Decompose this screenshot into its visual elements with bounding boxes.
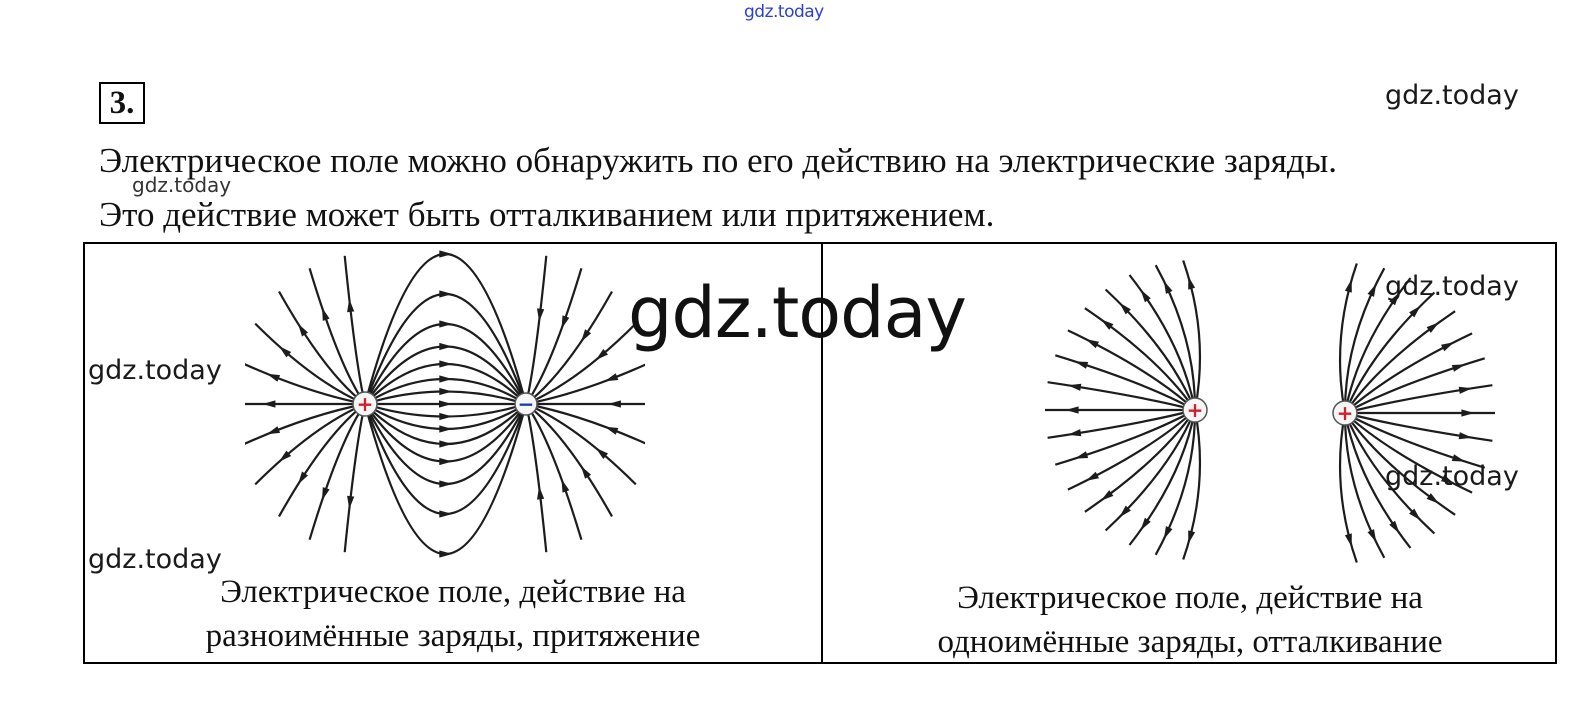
field-line [365, 347, 526, 405]
caption-line: одноимённые заряды, отталкивание [937, 624, 1443, 660]
watermark-top[interactable]: gdz.today [744, 2, 824, 22]
caption-line: Электрическое поле, действие на [957, 580, 1423, 616]
arrow-head [1345, 279, 1352, 293]
arrow-head [298, 472, 308, 485]
dipole-field-diagram [245, 250, 645, 570]
paragraph-line-1: Электрическое поле можно обнаружить по его действию на электрические заряды. [99, 141, 1337, 180]
arrow-head [439, 458, 452, 465]
negative-sign: − [517, 392, 535, 416]
negative-charge [515, 392, 537, 416]
arrow-head [581, 466, 591, 479]
field-line [526, 404, 546, 552]
arrow-head [267, 426, 280, 434]
arrow-head [347, 299, 354, 312]
watermark-large: gdz.today [628, 272, 966, 354]
field-line [526, 404, 636, 484]
arrow-head [262, 400, 275, 407]
field-line [365, 404, 526, 462]
positive-charge-right [1333, 401, 1357, 425]
arrow-head [267, 374, 280, 382]
arrow-head [605, 373, 619, 381]
arrow-head [562, 479, 570, 493]
positive-charge-left [1183, 398, 1207, 422]
caption-attraction [85, 570, 821, 658]
arrow-head [439, 425, 452, 432]
arrow-head [298, 324, 308, 337]
watermark-left: gdz.today [88, 355, 222, 386]
arrow-head [439, 250, 452, 257]
field-line [365, 294, 526, 404]
field-line [526, 404, 581, 540]
arrow-head [1188, 530, 1195, 544]
arrow-head [562, 315, 570, 329]
field-line-arrows [1066, 276, 1475, 547]
arrow-head [1452, 364, 1466, 371]
arrow-head [439, 290, 452, 297]
positive-sign: + [1186, 398, 1204, 422]
positive-sign: + [356, 392, 374, 416]
arrow-head [439, 510, 452, 517]
arrow-head [439, 400, 452, 407]
watermark-right: gdz.today [1385, 461, 1519, 492]
arrow-head [439, 440, 452, 447]
field-line [310, 404, 365, 540]
arrow-head [1368, 284, 1377, 297]
field-lines-like-charges [1045, 261, 1495, 563]
watermark-small: gdz.today [132, 173, 232, 197]
positive-charge [353, 392, 377, 416]
task-number: 3. [99, 82, 145, 124]
arrow-head [605, 427, 619, 435]
field-line [255, 404, 365, 484]
arrow-head [439, 375, 452, 382]
field-line [255, 324, 365, 404]
arrow-head [1164, 281, 1173, 294]
arrow-head [608, 400, 621, 407]
arrow-head [1075, 361, 1089, 368]
arrow-head [581, 329, 591, 342]
field-line [365, 254, 526, 404]
field-line [345, 256, 365, 404]
caption-line: Электрическое поле, действие на [220, 574, 686, 610]
field-line [1345, 413, 1492, 441]
field-line [526, 324, 636, 404]
arrow-head [1441, 342, 1454, 351]
field-line [310, 268, 365, 404]
arrow-head [439, 320, 452, 327]
arrow-head [347, 496, 354, 509]
field-line [1048, 410, 1195, 438]
field-line [365, 404, 526, 514]
watermark-right: gdz.today [1385, 80, 1519, 111]
arrow-head [322, 308, 330, 321]
caption-repulsion [823, 576, 1557, 664]
field-line [365, 404, 526, 554]
arrow-head [537, 486, 544, 499]
arrow-head [439, 388, 452, 395]
arrow-head [1066, 406, 1079, 413]
field-line [1048, 382, 1195, 410]
field-line [526, 256, 546, 404]
paragraph-line-2: Это действие может быть отталкиванием или притяжением. [99, 195, 995, 234]
field-line [345, 404, 365, 552]
arrow-head [439, 360, 452, 367]
arrow-head [1461, 409, 1474, 416]
arrow-head [1164, 526, 1173, 539]
field-line [526, 268, 581, 404]
arrow-head [1188, 276, 1195, 290]
watermark-right: gdz.today [1385, 271, 1519, 302]
field-line [1345, 385, 1492, 413]
repulsion-field-diagram [975, 258, 1495, 568]
arrow-head [1086, 339, 1099, 348]
arrow-head [439, 550, 452, 557]
arrow-head [439, 413, 452, 420]
arrow-head [322, 487, 330, 500]
arrow-head [439, 480, 452, 487]
arrow-head [1368, 529, 1377, 542]
positive-sign: + [1336, 401, 1354, 425]
arrow-head [1345, 533, 1352, 547]
arrow-head [439, 343, 452, 350]
arrow-head [1075, 451, 1089, 458]
arrow-head [537, 308, 544, 321]
watermark-left: gdz.today [88, 544, 222, 575]
arrow-head [1086, 472, 1099, 481]
caption-line: разноимённые заряды, притяжение [205, 618, 701, 654]
